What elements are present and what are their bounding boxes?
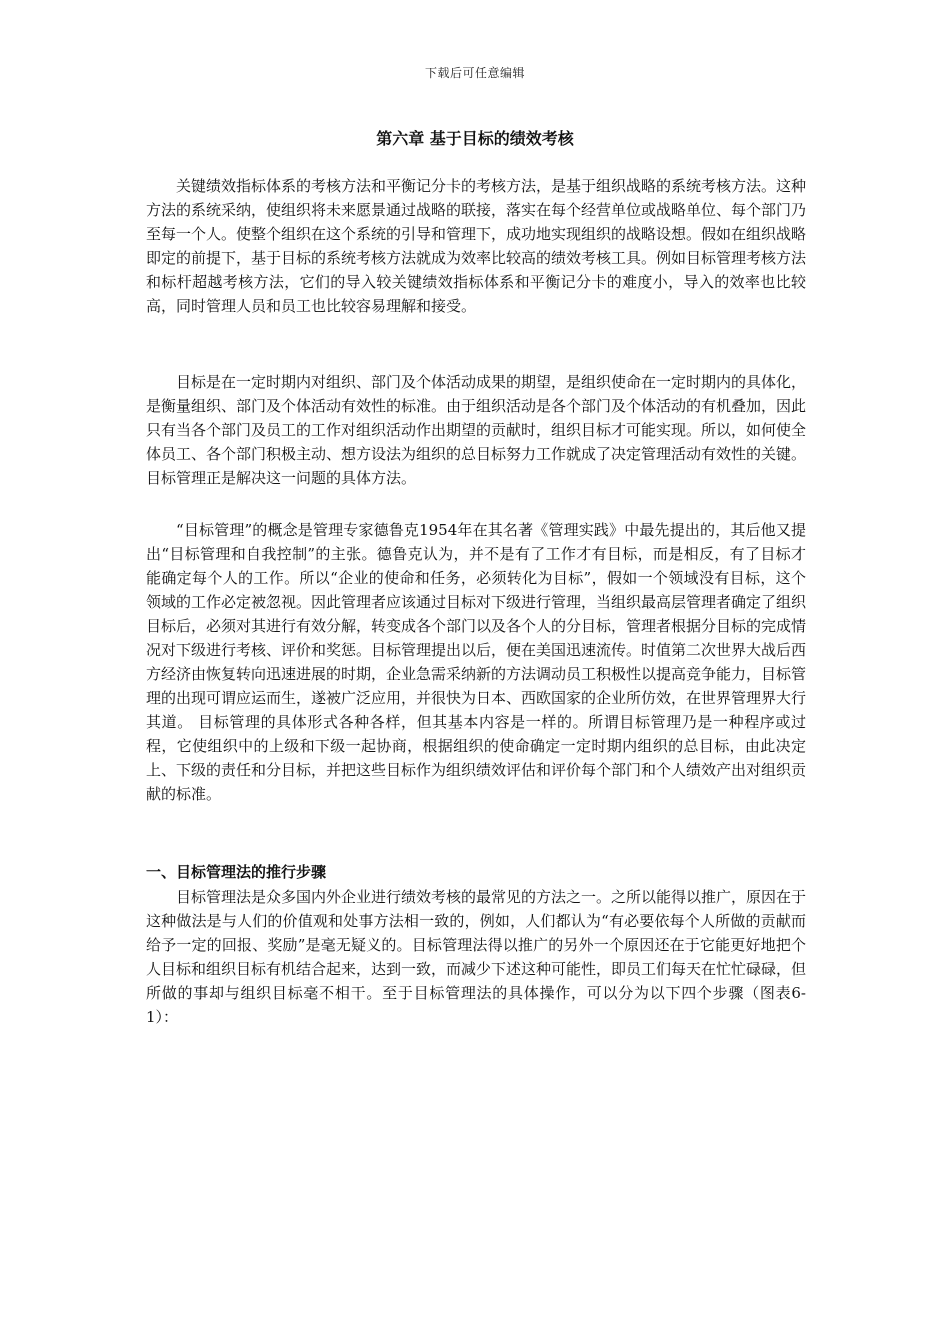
header-note: 下载后可任意编辑 xyxy=(424,66,525,80)
paragraph-intro: 关键绩效指标体系的考核方法和平衡记分卡的考核方法，是基于组织战略的系统考核方法。这种方法的系统采纳，使组织将未来愿景通过战略的联接，落实在每个经营单位或战略单位、每个部门乃至每一个人。使整个组织在这个系统的引导和管理下，成功地实现组织的战略设想。假如在组织战略即定的前提下，基于目标的系统考核方法就成为效率比较高的绩效考核工具。例如目标管理考核方法和标杆超越考核方法，它们的导入较关键绩效指标体系和平衡记分卡的难度小，导入的效率也比较高，同时管理人员和员工也比较容易理解和接受。 xyxy=(146,177,807,315)
paragraph-definition: 目标是在一定时期内对组织、部门及个体活动成果的期望，是组织使命在一定时期内的具体化，是衡量组织、部门及个体活动有效性的标准。由于组织活动是各个部门及个体活动的有机叠加，因此只有当各个部门及员工的工作对组织活动作出期望的贡献时，组织目标才可能实现。所以，如何使全体员工、各个部门积极主动、想方设法为组织的总目标努力工作就成了决定管理活动有效性的关键。目标管理正是解决这一问题的具体方法。 xyxy=(146,373,807,487)
chapter-title: 第六章 基于目标的绩效考核 xyxy=(376,129,574,148)
paragraph-steps: 目标管理法是众多国内外企业进行绩效考核的最常见的方法之一。之所以能得以推广，原因在于这种做法是与人们的价值观和处事方法相一致的，例如，人们都认为“有必要依每个人所做的贡献而给予一定的回报、奖励”是毫无疑义的。目标管理法得以推广的另外一个原因还在于它能更好地把个人目标和组织目标有机结合起来，达到一致，而减少下述这种可能性，即员工们每天在忙忙碌碌，但所做的事却与组织目标毫不相干。至于目标管理法的具体操作，可以分为以下四个步骤（图表6-1）： xyxy=(146,888,807,1026)
section-heading: 一、目标管理法的推行步骤 xyxy=(146,863,327,881)
paragraph-history: “目标管理”的概念是管理专家德鲁克1954年在其名著《管理实践》中最先提出的，其后他又提出“目标管理和自我控制”的主张。德鲁克认为，并不是有了工作才有目标，而是相反，有了目标才能确定每个人的工作。所以“企业的使命和任务，必须转化为目标”，假如一个领域没有目标，这个领域的工作必定被忽视。因此管理者应该通过目标对下级进行管理，当组织最高层管理者确定了组织目标后，必须对其进行有效分解，转变成各个部门以及各个人的分目标，管理者根据分目标的完成情况对下级进行考核、评价和奖惩。目标管理提出以后，便在美国迅速流传。时值第二次世界大战后西方经济由恢复转向迅速进展的时期，企业急需采纳新的方法调动员工积极性以提高竞争能力，目标管理的出现可谓应运而生，遂被广泛应用，并很快为日本、西欧国家的企业所仿效，在世界管理界大行其道。 目标管理的具体形式各种各样，但其基本内容是一样的。所谓目标管理乃是一种程序或过程，它使组织中的上级和下级一起协商，根据组织的使命确定一定时期内组织的总目标，由此决定上、下级的责任和分目标，并把这些目标作为组织绩效评估和评价每个部门和个人绩效产出对组织贡献的标准。 xyxy=(146,521,807,803)
